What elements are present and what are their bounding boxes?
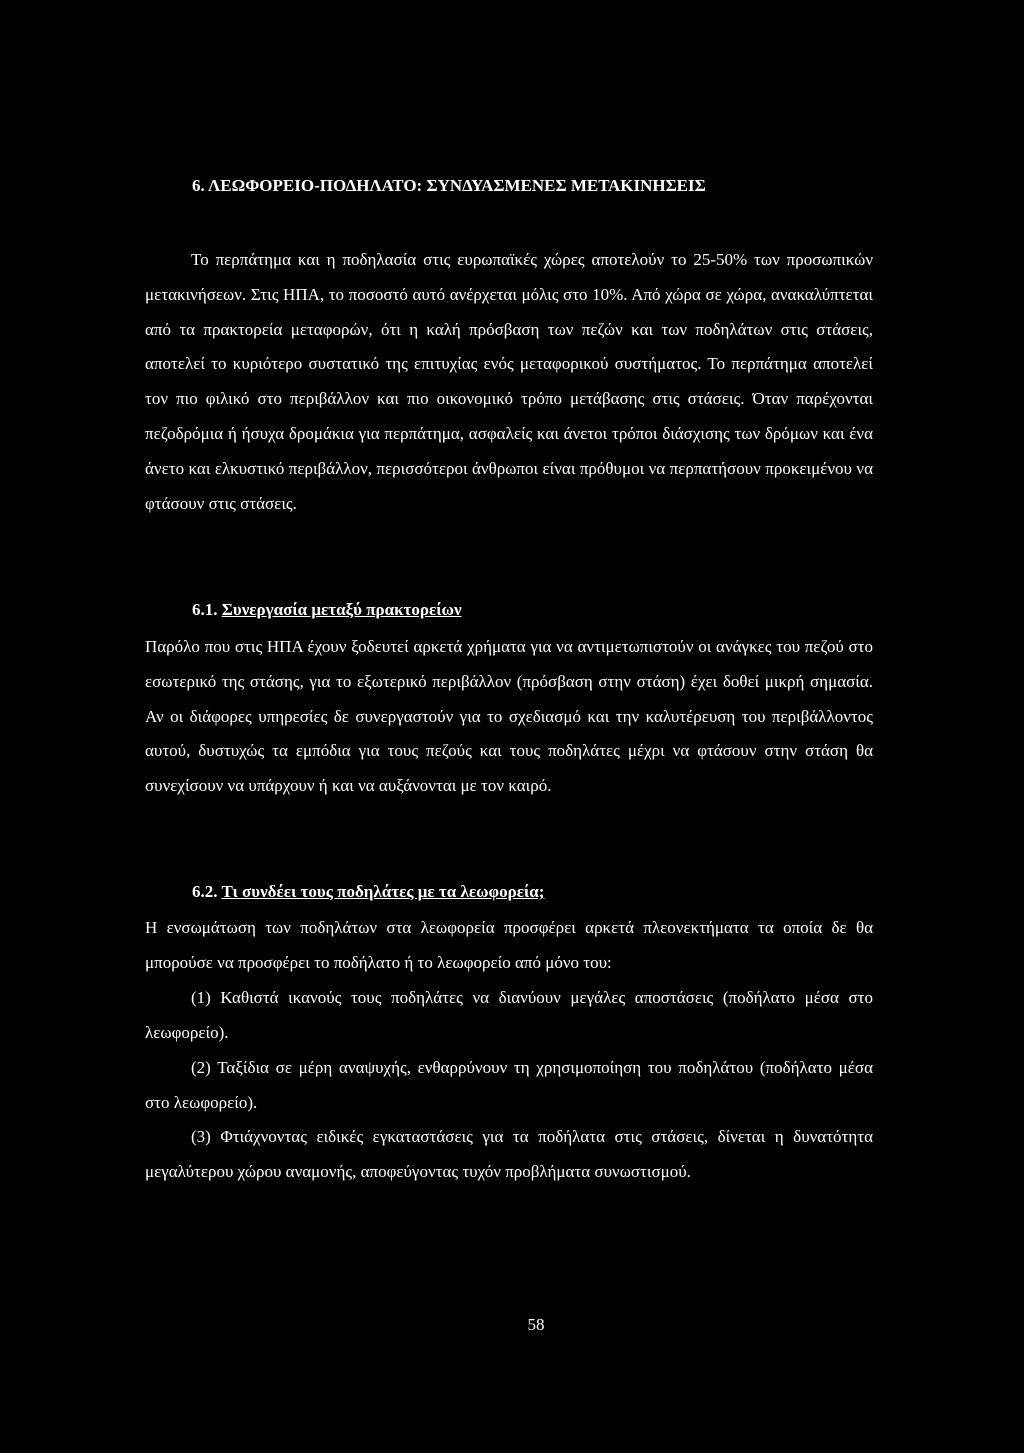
list-item-2: (2) Ταξίδια σε μέρη αναψυχής, ενθαρρύνουν τη χρησιμοποίηση του ποδηλάτου (ποδήλατο μέσα στο λεωφορείο). xyxy=(145,1058,873,1112)
subsection-1-heading xyxy=(192,600,462,620)
subsection-1-body: Παρόλο που στις ΗΠΑ έχουν ξοδευτεί αρκετά χρήματα για να αντιμετωπιστούν οι ανάγκες του πεζού στο εσωτερικό της στάσης, για το εξωτερικό περιβάλλον (πρόσβαση στην στάση) έχει δοθεί μικρή σημασία. Αν οι διάφορες υπηρεσίες δε συνεργαστούν για το σχεδιασμό και την καλυτέρευση του περιβάλλοντος αυτού, δυστυχώς τα εμπόδια για τους πεζούς και τους ποδηλάτες μέχρι να φτάσουν στην στάση θα συνεχίσουν να υπάρχουν ή και να αυξάνονται με τον καιρό. xyxy=(145,637,873,796)
subsection-2-title: Τι συνδέει τους ποδηλάτες με τα λεωφορεία; xyxy=(221,882,545,901)
section-heading: 6. ΛΕΩΦΟΡΕΙΟ-ΠΟΔΗΛΑΤΟ: ΣΥΝΔΥΑΣΜΕΝΕΣ ΜΕΤΑΚΙΝΗΣΕΙΣ xyxy=(192,176,706,195)
list-item-1: (1) Καθιστά ικανούς τους ποδηλάτες να διανύουν μεγάλες αποστάσεις (ποδήλατο μέσα στο λεωφορείο). xyxy=(145,988,873,1042)
subsection-2-number: 6.2. xyxy=(192,882,218,901)
intro-paragraph: Το περπάτημα και η ποδηλασία στις ευρωπαϊκές χώρες αποτελούν το 25-50% των προσωπικών μετακινήσεων. Στις ΗΠΑ, το ποσοστό αυτό ανέρχεται μόλις στο 10%. Από χώρα σε χώρα, ανακαλύπτεται από τα πρακτορεία μεταφορών, ότι η καλή πρόσβαση των πεζών και των ποδηλάτων στις στάσεις, αποτελεί το κυριότερο συστατικό της επιτυχίας ενός μεταφορικού συστήματος. Το περπάτημα αποτελεί τον πιο φιλικό στο περιβάλλον και πιο οικονομικό τρόπο μετάβασης στις στάσεις. Όταν παρέχονται πεζοδρόμια ή ήσυχα δρομάκια για περπάτημα, ασφαλείς και άνετοι τρόποι διάσχισης των δρόμων και ένα άνετο και ελκυστικό περιβάλλον, περισσότεροι άνθρωποι είναι πρόθυμοι να περπατήσουν προκειμένου να φτάσουν στις στάσεις. xyxy=(145,250,873,513)
page-number: 58 xyxy=(527,1315,545,1334)
subsection-2-body: Η ενσωμάτωση των ποδηλάτων στα λεωφορεία προσφέρει αρκετά πλεονεκτήματα τα οποία δε θα μπορούσε να προσφέρει το ποδήλατο ή το λεωφορείο από μόνο του: xyxy=(145,918,873,972)
list-item-3: (3) Φτιάχνοντας ειδικές εγκαταστάσεις για τα ποδήλατα στις στάσεις, δίνεται η δυνατότητα μεγαλύτερου χώρου αναμονής, αποφεύγοντας τυχόν προβλήματα συνωστισμού. xyxy=(145,1127,873,1181)
subsection-1-title: Συνεργασία μεταξύ πρακτορείων xyxy=(221,600,462,619)
subsection-1-number: 6.1. xyxy=(192,600,218,619)
subsection-2-heading xyxy=(192,882,544,902)
